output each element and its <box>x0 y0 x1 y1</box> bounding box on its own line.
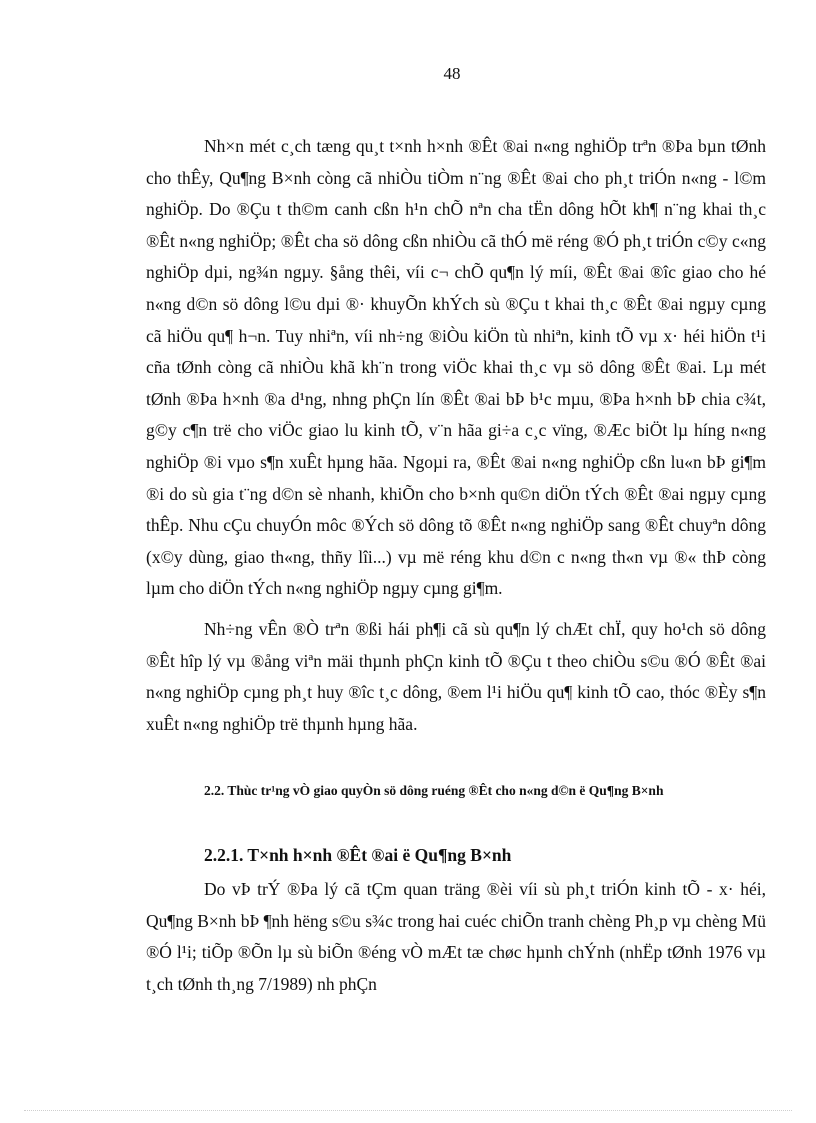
section-heading: 2.2. Thùc tr¹ng vÒ giao quyÒn sö dông ruéng ®Êt cho n«ng d©n ë Qu¶ng B×nh <box>204 783 664 798</box>
document-body <box>146 131 766 740</box>
paragraph-geography: Do vÞ trÝ ®Þa lý cã tÇm quan träng ®èi víi sù ph¸t triÓn kinh tÕ - x· héi, Qu¶ng B×nh bÞ ¶nh hëng s©u s¾c trong hai cuéc chiÕn tranh chèng Ph¸p vµ chèng Mü ®Ó l¹i; tiÕp ®Õn lµ sù biÕn ®éng vÒ mÆt tæ chøc hµnh chÝnh (nhËp tØnh 1976 vµ t¸ch tØnh th¸ng 7/1989) nh phÇn <box>146 879 766 994</box>
page-number: 48 <box>443 64 461 83</box>
subsection-heading: 2.2.1. T×nh h×nh ®Êt ®ai ë Qu¶ng B×nh <box>204 845 512 865</box>
document-body-continued <box>146 874 766 1000</box>
paragraph-land-overview: Nh×n mét c¸ch tæng qu¸t t×nh h×nh ®Êt ®ai n«ng nghiÖp trªn ®Þa bµn tØnh cho thÊy, Qu¶ng B×nh còng cã nhiÒu tiÒm n¨ng ®Êt ®ai cho ph¸t triÓn n«ng - l©m nghiÖp. Do ®Çu t th©m canh cßn h¹n chÕ nªn cha tËn dông hÕt kh¶ n¨ng khai th¸c ®Êt n«ng nghiÖp; ®Êt cha sö dông cßn nhiÒu cã thÓ më réng ®Ó ph¸t triÓn c©y c«ng nghiÖp dµi, ng¾n ngµy. §ång thêi, víi c¬ chÕ qu¶n lý míi, ®Êt ®ai ®îc giao cho hé n«ng d©n sö dông l©u dµi ®· khuyÕn khÝch sù ®Çu t khai th¸c ®Êt ®ai ngµy cµng cã hiÖu qu¶ h¬n. Tuy nhiªn, víi nh÷ng ®iÒu kiÖn tù nhiªn, kinh tÕ vµ x· héi hiÖn t¹i cña tØnh còng cã nhiÒu khã kh¨n trong viÖc khai th¸c vµ sö dông ®Êt ®ai. Lµ mét tØnh ®Þa h×nh ®a d¹ng, nhng phÇn lín ®Êt ®ai bÞ b¹c mµu, ®Þa h×nh bÞ chia c¾t, g©y c¶n trë cho viÖc giao lu kinh tÕ, v¨n hãa gi÷a c¸c vïng, ®Æc biÖt lµ híng n«ng nghiÖp ®i vµo s¶n xuÊt hµng hãa. Ngoµi ra, ®Êt ®ai n«ng nghiÖp cßn lu«n bÞ gi¶m ®i do sù gia t¨ng d©n sè nhanh, khiÕn cho b×nh qu©n diÖn tÝch ®Êt ®ai ngµy cµng thÊp. Nhu cÇu chuyÓn môc ®Ých sö dông tõ ®Êt n«ng nghiÖp sang ®Êt chuyªn dông (x©y dùng, giao th«ng, thñy lîi...) vµ më réng khu d©n c n«ng th«n vµ ®« thÞ còng lµm cho diÖn tÝch n«ng nghiÖp ngµy cµng gi¶m. <box>146 136 766 599</box>
footer-divider <box>24 1110 792 1111</box>
paragraph-land-management: Nh÷ng vÊn ®Ò trªn ®ßi hái ph¶i cã sù qu¶n lý chÆt chÏ, quy ho¹ch sö dông ®Êt hîp lý vµ ®ång viªn mäi thµnh phÇn kinh tÕ ®Çu t theo chiÒu s©u ®Ó ®Êt ®ai n«ng nghiÖp cµng ph¸t huy ®îc t¸c dông, ®em l¹i hiÖu qu¶ kinh tÕ cao, thóc ®Èy s¶n xuÊt n«ng nghiÖp trë thµnh hµng hãa. <box>146 618 766 734</box>
